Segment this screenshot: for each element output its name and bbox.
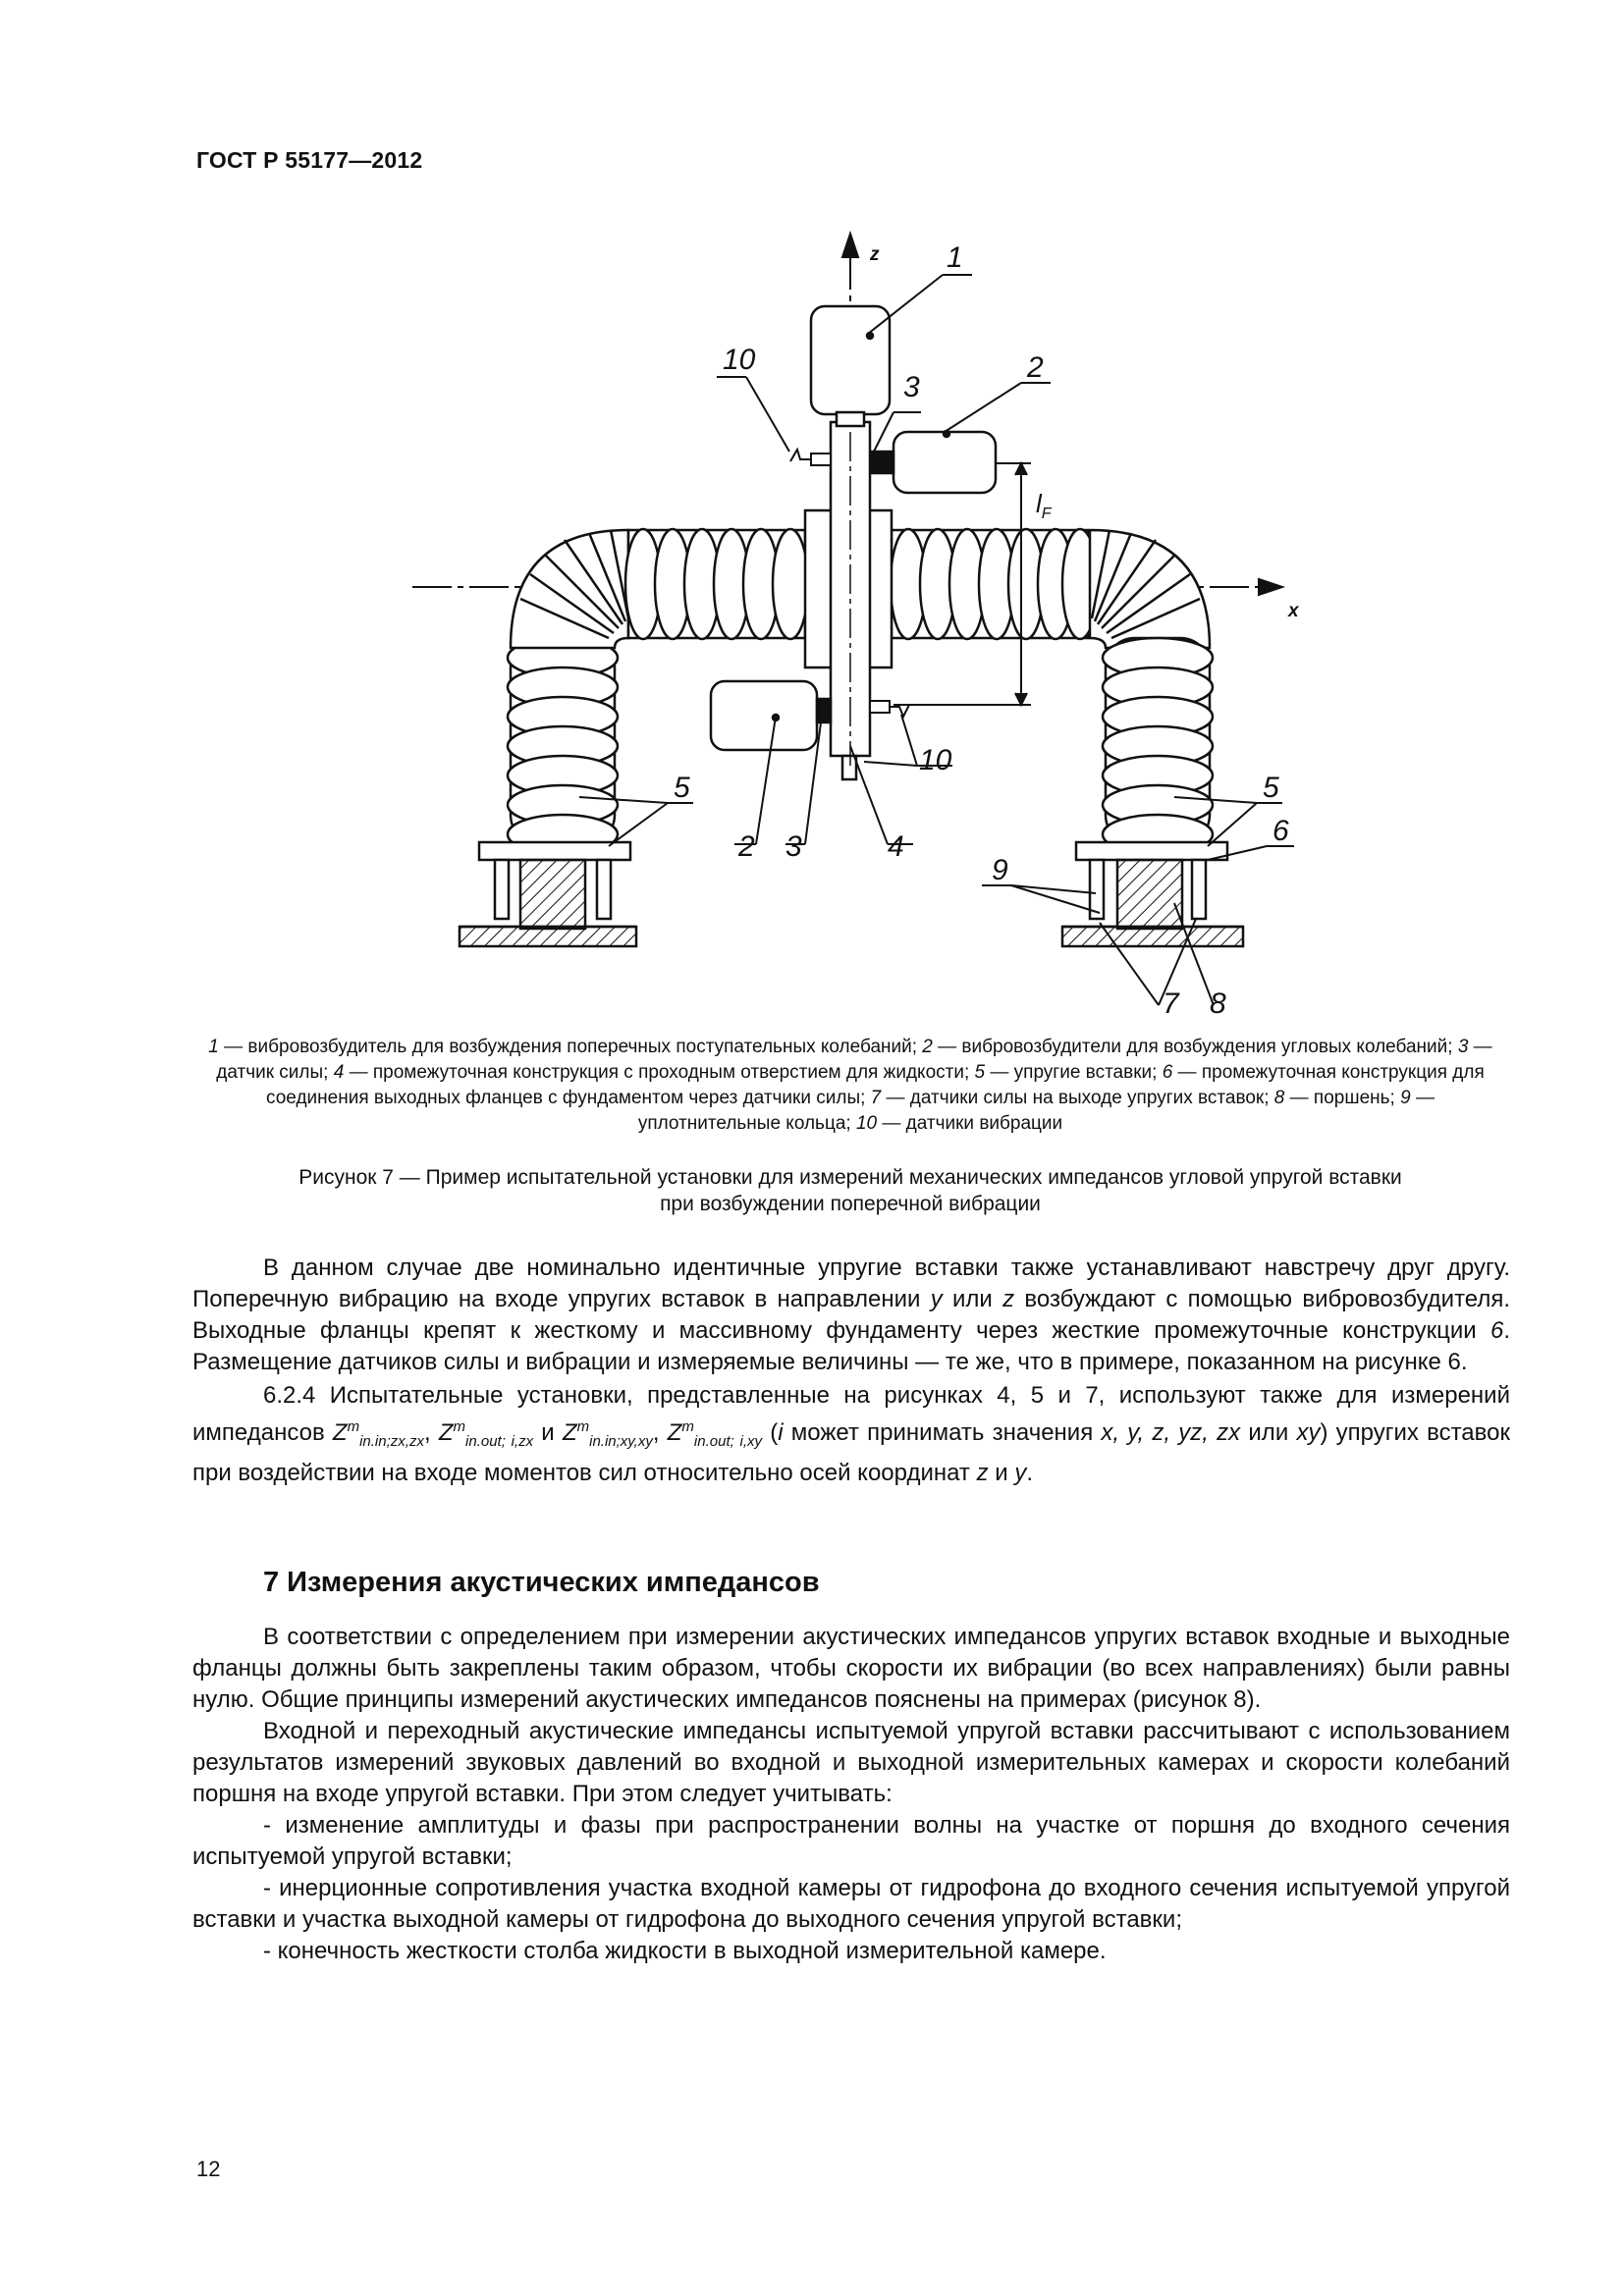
figure-legend: 1 — вибровозбудитель для возбуждения поперечных поступательных колебаний; 2 — вибровозбудители для возбуждения угловых колебаний; 3 — датчик силы; 4 — промежуточная конструкция с проходным отверстием для жидкости; 5 — упругие вставки; 6 — промежуточная конструкция для соединения выходных фланцев с фундаментом через датчики силы; 7 — датчики силы на выходе упругих вставок; 8 — поршень; 9 — уплотнительные кольца; 10 — датчики вибрации [208,1037,1492,1134]
x-axis-label: x [1288,601,1299,621]
paragraph-4: Входной и переходный акустические импедансы испытуемой упругой вставки рассчитывают с использованием результатов измерений звуковых давлений во входной и выходной измерительных камерах и скорости колебаний поршня на входе упругой вставки. При этом следует учитывать: [192,1718,1510,1807]
list-item: - конечность жесткости столба жидкости в выходной измерительной камере. [263,1938,1107,1964]
caption-line-2: при возбуждении поперечной вибрации [660,1193,1041,1215]
callout-6: 6 [1272,815,1289,847]
list-item: - инерционные сопротивления участка входной камеры от гидрофона до входного сечения испытуемой упругой вставки и участка выходной камеры от гидрофона до выходного сечения упругой вставки; [192,1875,1510,1933]
figure-caption [192,1164,1508,1217]
dimension-label: $l_F$ [1036,489,1052,522]
callout-2-bottom: 2 [738,830,755,863]
left-elbow [511,530,628,648]
exciter-1 [811,306,890,426]
list-item: - изменение амплитуды и фазы при распространении волны на участке от поршня до входного сечения испытуемой упругой вставки; [192,1812,1510,1870]
callout-10-top: 10 [723,344,756,376]
callout-9: 9 [992,854,1008,886]
left-horizontal-bellows [625,529,808,639]
z-axis-label: z [870,244,880,265]
right-elbow [1090,530,1210,648]
exciter-2-bottom [711,681,831,750]
right-bellows [1103,638,1213,854]
callout-3-top: 3 [903,371,920,403]
callout-2-top: 2 [1027,351,1044,384]
left-foundation [460,842,636,946]
callout-5-left: 5 [674,772,690,804]
right-horizontal-bellows [891,529,1098,639]
section-title: 7 Измерения акустических импедансов [263,1567,820,1598]
callout-10-bottom: 10 [919,744,952,776]
caption-line-1: Рисунок 7 — Пример испытательной установки для измерений механических импедансов угловой упругой вставки [298,1166,1402,1189]
paragraph-2: 6.2.4 Испытательные установки, представленные на рисунках 4, 5 и 7, используют также для измерений импедансов $Z^m_{in.in;zx,zx}$, $Z^m_{in.out; i,zx}$ и $Z^m_{in.in;xy,xy}$, $Z^m_{in.out; i,xy}$ (i может принимать значения x, y, z, yz, zx или xy) упругих вставок при воздействии на входе моментов сил относительно осей координат z и y. [192,1382,1510,1486]
body-paragraphs-2 [192,1622,1510,1967]
paragraph-1: В данном случае две номинально идентичные упругие вставки также устанавливают навстречу друг другу. Поперечную вибрацию на входе упругих вставок в направлении y или z возбуждают с помощью вибровозбудителя. Выходные фланцы крепят к жесткому и массивному фундаменту через жесткие промежуточные конструкции 6. Размещение датчиков силы и вибрации и измеряемые величины — те же, что в примере, показанном на рисунке 6. [192,1255,1511,1375]
test-setup-diagram [0,0,1624,1021]
callout-8: 8 [1210,988,1226,1020]
callout-4: 4 [888,830,904,863]
callout-7: 7 [1163,988,1179,1020]
body-paragraphs-1 [192,1253,1510,1489]
callout-5-right: 5 [1263,772,1279,804]
left-bellows [508,638,618,854]
paragraph-3: В соответствии с определением при измерении акустических импедансов упругих вставок входные и выходные фланцы должны быть закреплены таким образом, чтобы скорости их вибрации (во всех направлениях) были равны нулю. Общие принципы измерений акустических импедансов пояснены на примерах (рисунок 8). [192,1624,1510,1713]
document-header: ГОСТ Р 55177—2012 [196,147,423,173]
callout-3-bottom: 3 [785,830,802,863]
callout-1: 1 [947,241,963,274]
figure-7 [0,0,1624,1021]
page-number: 12 [196,2157,221,2181]
exciter-2-top [872,431,996,493]
